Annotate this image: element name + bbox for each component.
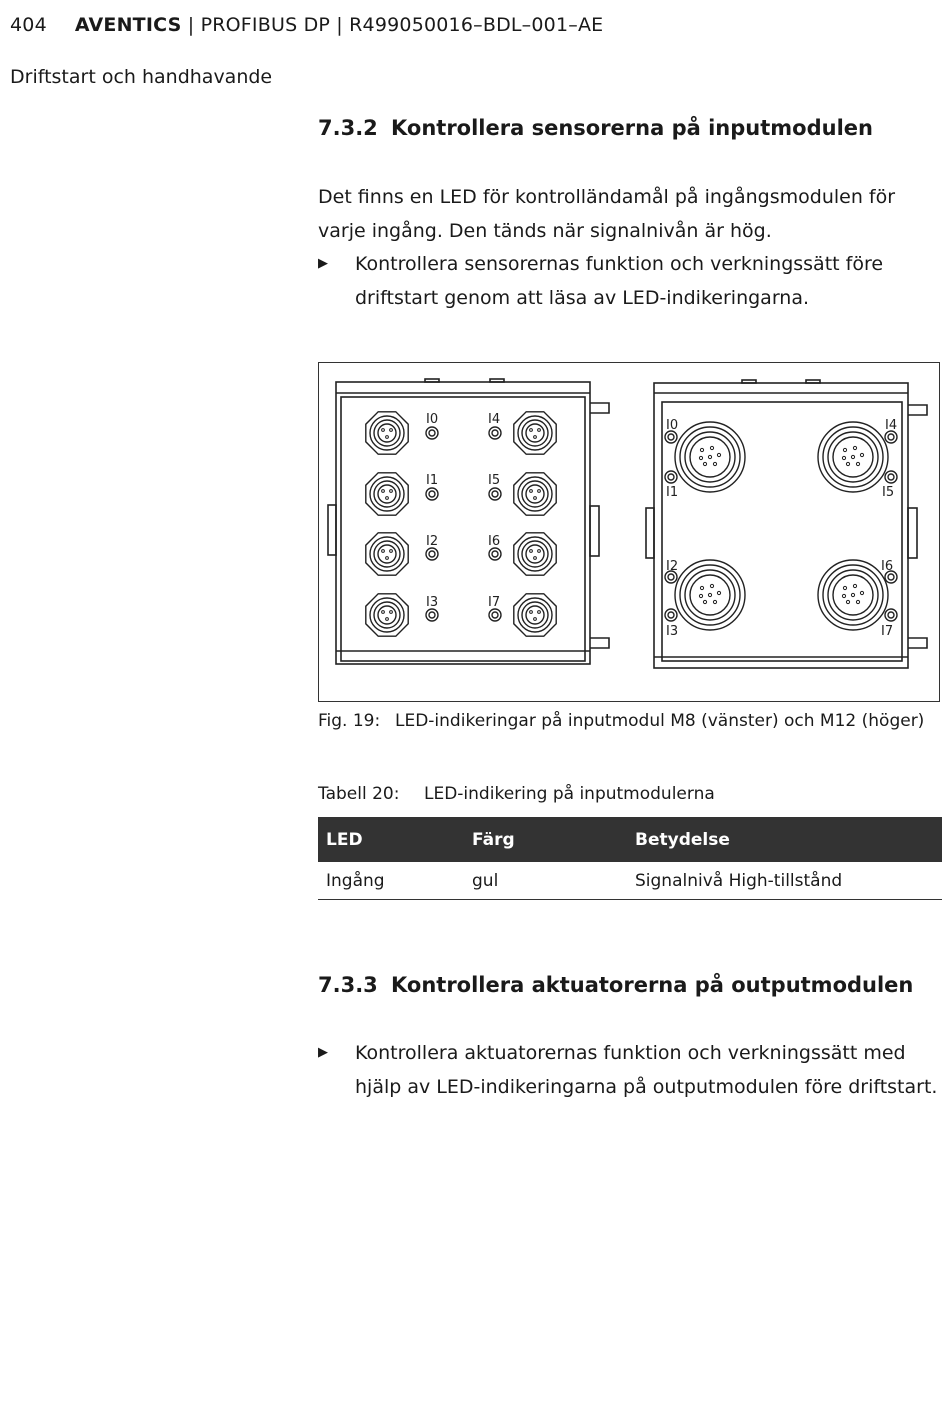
led-indicator — [489, 427, 501, 439]
bullet-text: Kontrollera sensorernas funktion och verkningssätt före driftstart genom att läsa av LED-indikeringarna. — [355, 253, 884, 309]
led-indicator — [426, 548, 438, 560]
label-i5-right: I5 — [882, 485, 895, 500]
module-illustration — [319, 363, 938, 700]
section-title: Kontrollera aktuatorerna på outputmodulen — [391, 973, 914, 997]
label-i0-right: I0 — [666, 418, 679, 433]
header-doc-info: | PROFIBUS DP | R499050016–BDL–001–AE — [181, 14, 604, 36]
led-table — [318, 817, 942, 900]
m8-connector-nut — [514, 412, 556, 454]
led-indicator — [489, 609, 501, 621]
table-label: Tabell 20: — [318, 784, 400, 804]
figure-led-modules — [318, 362, 940, 702]
label-i2-right: I2 — [666, 559, 679, 574]
label-i1-left: I1 — [426, 473, 439, 488]
label-i4-left: I4 — [488, 412, 501, 427]
led-indicator — [665, 471, 677, 483]
table-header-led: LED — [318, 817, 464, 862]
section-title: Kontrollera sensorerna på inputmodulen — [391, 116, 873, 140]
led-indicator — [489, 488, 501, 500]
brand-name: AVENTICS — [74, 14, 182, 36]
table-row — [318, 862, 942, 900]
label-i7-right: I7 — [881, 624, 894, 639]
label-i4-right: I4 — [885, 418, 898, 433]
figure-caption-text: LED-indikeringar på inputmodul M8 (vänster) och M12 (höger) — [395, 711, 925, 731]
triangle-right-icon: ▶ — [318, 256, 328, 271]
label-i3-left: I3 — [426, 595, 439, 610]
table-header-row — [318, 817, 942, 862]
section-heading-7-3-2 — [318, 116, 873, 140]
section-number: 7.3.3 — [318, 973, 378, 997]
intro-paragraph: Det finns en LED för kontrolländamål på ingångsmodulen för varje ingång. Den tänds när signalnivån är hög. — [318, 186, 896, 242]
table-cell: Signalnivå High-tillstånd — [627, 862, 942, 900]
label-i6-right: I6 — [881, 559, 894, 574]
figure-caption — [318, 711, 924, 731]
section-number: 7.3.2 — [318, 116, 378, 140]
table-caption — [318, 784, 715, 804]
label-i3-right: I3 — [666, 624, 679, 639]
m8-connector-nut — [514, 473, 556, 515]
table-header-betydelse: Betydelse — [627, 817, 942, 862]
led-indicator — [426, 488, 438, 500]
label-i7-left: I7 — [488, 595, 501, 610]
m8-connector-nut — [366, 412, 408, 454]
bullet-item — [318, 247, 948, 315]
page-number: 404 — [10, 14, 47, 36]
led-indicator — [665, 609, 677, 621]
bullet-item — [318, 1036, 948, 1104]
led-indicator — [426, 609, 438, 621]
m8-connector-nut — [514, 594, 556, 636]
led-indicator — [489, 548, 501, 560]
label-i6-left: I6 — [488, 534, 501, 549]
led-indicator — [885, 471, 897, 483]
table-caption-text: LED-indikering på inputmodulerna — [424, 784, 715, 804]
figure-label: Fig. 19: — [318, 711, 381, 731]
table-cell: gul — [464, 862, 627, 900]
table-header-farg: Färg — [464, 817, 627, 862]
label-i2-left: I2 — [426, 534, 439, 549]
led-indicator — [426, 427, 438, 439]
m8-connector-nut — [366, 473, 408, 515]
table-cell: Ingång — [318, 862, 464, 900]
label-i5-left: I5 — [488, 473, 501, 488]
label-i0-left: I0 — [426, 412, 439, 427]
led-indicator — [885, 609, 897, 621]
chapter-title: Driftstart och handhavande — [10, 66, 273, 88]
m8-connector-nut — [366, 533, 408, 575]
page-header — [10, 14, 603, 36]
section-heading-7-3-3 — [318, 973, 913, 997]
m8-connector-nut — [514, 533, 556, 575]
bullet-text: Kontrollera aktuatorernas funktion och verkningssätt med hjälp av LED-indikeringarna på outputmodulen före driftstart. — [355, 1042, 938, 1098]
triangle-right-icon: ▶ — [318, 1045, 328, 1060]
label-i1-right: I1 — [666, 485, 679, 500]
m8-connector-nut — [366, 594, 408, 636]
